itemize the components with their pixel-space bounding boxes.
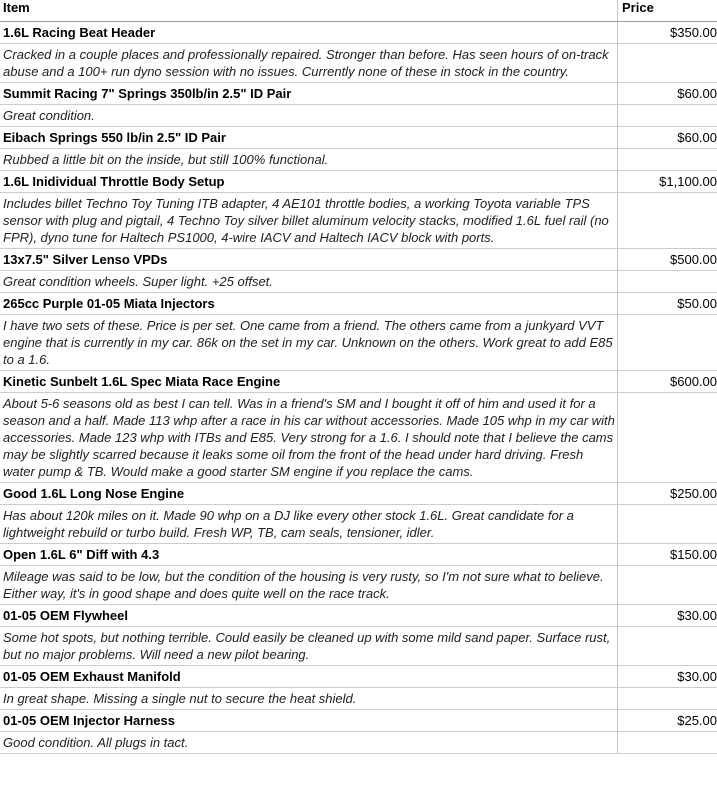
item-row	[0, 710, 717, 732]
item-name: 01-05 OEM Injector Harness	[0, 710, 618, 732]
empty-price-cell	[618, 149, 717, 171]
empty-price-cell	[618, 44, 717, 83]
item-name: 13x7.5" Silver Lenso VPDs	[0, 249, 618, 271]
item-name: 265cc Purple 01-05 Miata Injectors	[0, 293, 618, 315]
item-price: $60.00	[618, 127, 717, 149]
item-name: Good 1.6L Long Nose Engine	[0, 483, 618, 505]
item-row	[0, 293, 717, 315]
item-description-row	[0, 393, 717, 483]
empty-price-cell	[618, 732, 717, 754]
empty-price-cell	[618, 393, 717, 483]
item-description-row	[0, 271, 717, 293]
empty-price-cell	[618, 193, 717, 249]
item-description-row	[0, 566, 717, 605]
item-name: Summit Racing 7" Springs 350lb/in 2.5" ID Pair	[0, 83, 618, 105]
item-price: $250.00	[618, 483, 717, 505]
item-row	[0, 605, 717, 627]
item-description: Has about 120k miles on it. Made 90 whp on a DJ like every other stock 1.6L. Great candidate for a lightweight rebuild or turbo build. Fresh WP, TB, cam seals, tensioner, idler.	[0, 505, 618, 544]
item-row	[0, 22, 717, 44]
header-price: Price	[618, 0, 717, 22]
item-name: 1.6L Racing Beat Header	[0, 22, 618, 44]
header-item: Item	[0, 0, 618, 22]
item-name: 01-05 OEM Exhaust Manifold	[0, 666, 618, 688]
empty-price-cell	[618, 566, 717, 605]
item-description-row	[0, 44, 717, 83]
item-price: $60.00	[618, 83, 717, 105]
item-row	[0, 171, 717, 193]
item-description-row	[0, 505, 717, 544]
item-price: $50.00	[618, 293, 717, 315]
empty-price-cell	[618, 688, 717, 710]
item-price: $500.00	[618, 249, 717, 271]
empty-price-cell	[618, 627, 717, 666]
item-row	[0, 371, 717, 393]
empty-price-cell	[618, 505, 717, 544]
item-name: Kinetic Sunbelt 1.6L Spec Miata Race Engine	[0, 371, 618, 393]
item-description-row	[0, 688, 717, 710]
item-name: Eibach Springs 550 lb/in 2.5" ID Pair	[0, 127, 618, 149]
item-name: 1.6L Inidividual Throttle Body Setup	[0, 171, 618, 193]
item-description: Cracked in a couple places and professionally repaired. Stronger than before. Has seen hours of on-track abuse and a 100+ run dyno session with no issues. Currently none of these in stock in the country.	[0, 44, 618, 83]
empty-price-cell	[618, 271, 717, 293]
item-price: $25.00	[618, 710, 717, 732]
item-row	[0, 666, 717, 688]
item-description: Mileage was said to be low, but the condition of the housing is very rusty, so I'm not sure what to believe. Either way, it's in good shape and does quite well on the race track.	[0, 566, 618, 605]
item-description-row	[0, 732, 717, 754]
item-name: 01-05 OEM Flywheel	[0, 605, 618, 627]
item-price: $600.00	[618, 371, 717, 393]
item-price: $30.00	[618, 605, 717, 627]
item-description-row	[0, 315, 717, 371]
item-price: $1,100.00	[618, 171, 717, 193]
item-row	[0, 127, 717, 149]
item-description: Good condition. All plugs in tact.	[0, 732, 618, 754]
item-row	[0, 83, 717, 105]
item-row	[0, 249, 717, 271]
item-row	[0, 544, 717, 566]
item-description-row	[0, 105, 717, 127]
item-description-row	[0, 627, 717, 666]
item-description: I have two sets of these. Price is per set. One came from a friend. The others came from a junkyard VVT engine that is currently in my car. 86k on the set in my car. Unknown on the others. Work great to add E85 to a 1.6.	[0, 315, 618, 371]
item-description: Great condition wheels. Super light. +25 offset.	[0, 271, 618, 293]
item-price: $30.00	[618, 666, 717, 688]
empty-price-cell	[618, 105, 717, 127]
item-description: Rubbed a little bit on the inside, but still 100% functional.	[0, 149, 618, 171]
item-row	[0, 483, 717, 505]
item-price: $150.00	[618, 544, 717, 566]
item-description: In great shape. Missing a single nut to secure the heat shield.	[0, 688, 618, 710]
item-description-row	[0, 149, 717, 171]
item-description: Includes billet Techno Toy Tuning ITB adapter, 4 AE101 throttle bodies, a working Toyota variable TPS sensor with plug and pigtail, 4 Techno Toy silver billet aluminum velocity stacks, modified 1.6L fuel rail (no FPR), dyno tune for Haltech PS1000, 4-wire IACV and Haltech IACV block with ports.	[0, 193, 618, 249]
item-name: Open 1.6L 6" Diff with 4.3	[0, 544, 618, 566]
item-description: Great condition.	[0, 105, 618, 127]
item-description: Some hot spots, but nothing terrible. Could easily be cleaned up with some mild sand paper. Surface rust, but no major problems. Will need a new pilot bearing.	[0, 627, 618, 666]
item-description-row	[0, 193, 717, 249]
item-description: About 5-6 seasons old as best I can tell. Was in a friend's SM and I bought it off of him and used it for a season and a half. Made 113 whp after a race in his car without accessories. Made 105 whp in my car with accessories. Made 123 whp with ITBs and E85. Very strong for a 1.6. I should note that I believe the cams may be slightly scarred because it leaks some oil from the front of the head under hard driving. Fresh water pump & TB. Would make a good starter SM engine if you replace the cams.	[0, 393, 618, 483]
item-price: $350.00	[618, 22, 717, 44]
empty-price-cell	[618, 315, 717, 371]
header-row	[0, 0, 717, 22]
